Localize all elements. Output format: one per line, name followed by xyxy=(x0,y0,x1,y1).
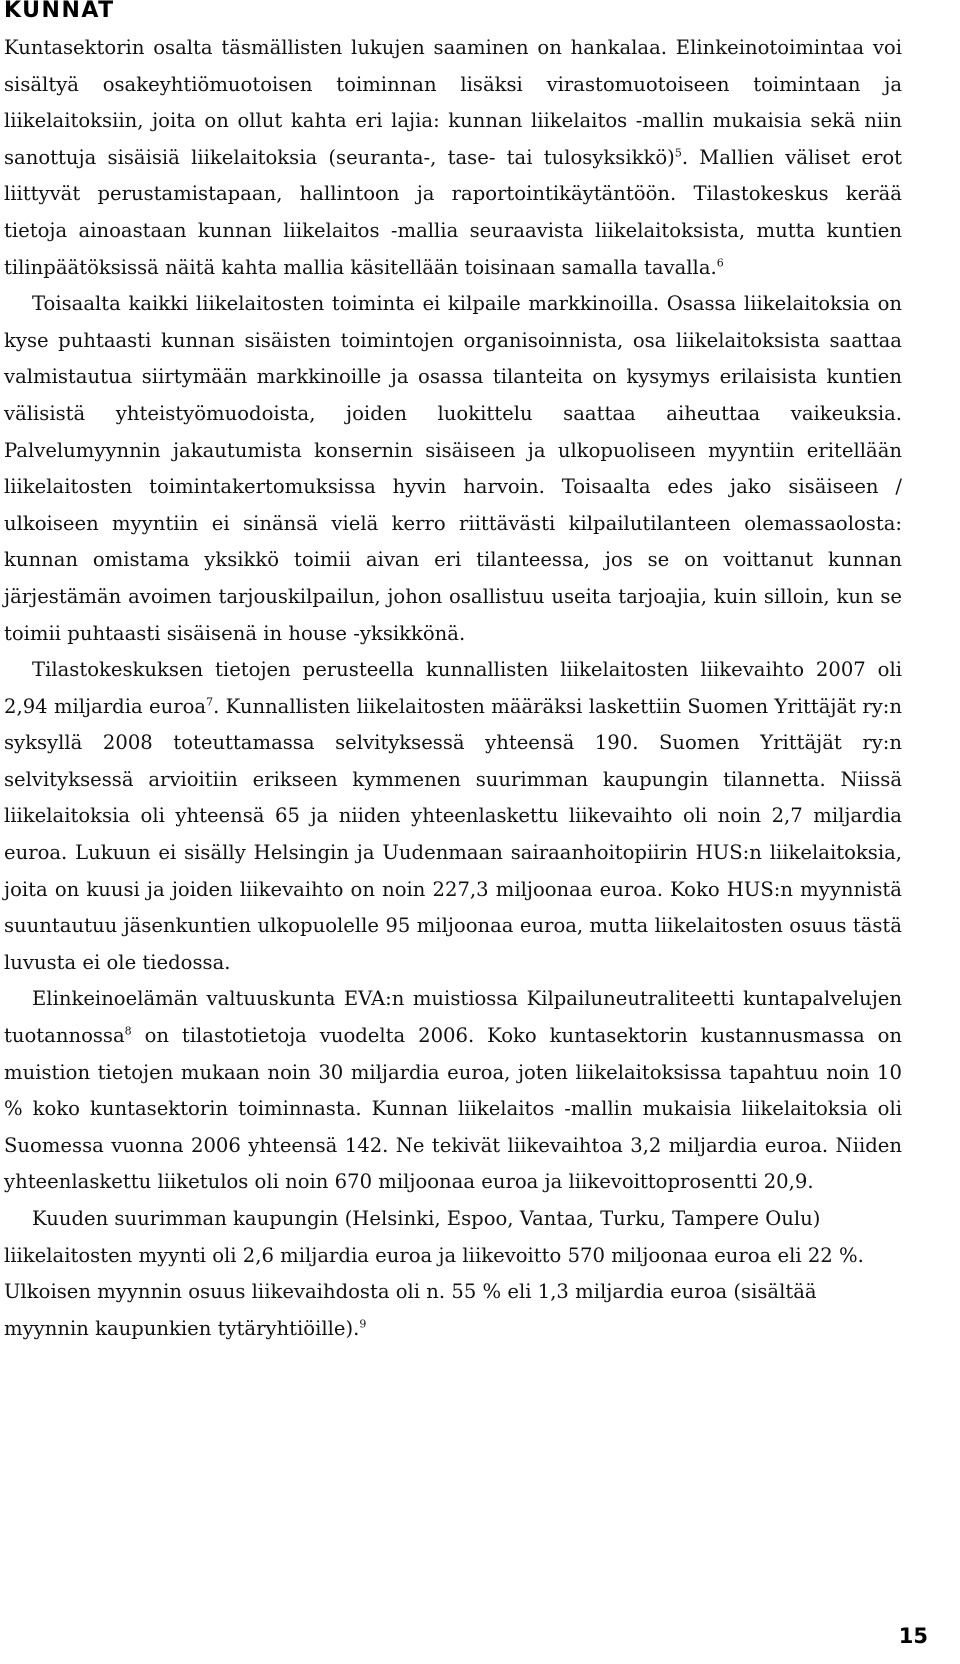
paragraph-5-text: Kuuden suurimman kaupungin (Helsinki, Espoo, Vantaa, Turku, Tampere Oulu) liikelaitosten myynti oli 2,6 miljardia euroa ja liikevoitto 570 miljoonaa euroa eli 22 %. Ulkoisen myynnin osuus liikevaihdosta oli n. 55 % eli 1,3 miljardia euroa (sisältää myynnin kaupunkien tytäryhtiöille). xyxy=(4,1207,864,1340)
paragraph-5 xyxy=(4,1201,902,1347)
paragraph-3-text-a: Tilastokeskuksen tietojen perusteella kunnallisten liikelaitosten liikevaihto 2007 oli 2,94 miljardia euroa xyxy=(4,658,902,718)
footnote-ref-8[interactable]: 8 xyxy=(124,1024,132,1038)
footnote-ref-7[interactable]: 7 xyxy=(206,695,214,709)
paragraph-3-text-b: . Kunnallisten liikelaitosten määräksi laskettiin Suomen Yrittäjät ry:n syksyllä 2008 toteuttamassa selvityksessä yhteensä 190. Suomen Yrittäjät ry:n selvityksessä arvioitiin erikseen kymmenen suurimman kaupungin tilannetta. Niissä liikelaitoksia oli yhteensä 65 ja niiden yhteenlaskettu liikevaihto oli noin 2,7 miljardia euroa. Lukuun ei sisälly Helsingin ja Uudenmaan sairaanhoitopiirin HUS:n liikelaitoksia, joita on kuusi ja joiden liikevaihto on noin 227,3 miljoonaa euroa. Koko HUS:n myynnistä suuntautuu jäsenkuntien ulkopuolelle 95 miljoonaa euroa, mutta liikelaitosten osuus tästä luvusta ei ole tiedossa. xyxy=(4,694,902,974)
footnote-ref-9[interactable]: 9 xyxy=(359,1317,367,1331)
footnote-ref-6[interactable]: 6 xyxy=(716,256,724,270)
paragraph-1-text-b: . Mallien väliset erot liittyvät perustamistapaan, hallintoon ja raportointikäytäntöön. Tilastokeskus kerää tietoja ainoastaan kunnan liikelaitos -mallia seuraavista liikelaitoksista, mutta kuntien tilinpäätöksissä näitä kahta mallia käsitellään toisinaan samalla tavalla. xyxy=(4,145,902,279)
paragraph-4-text-b: on tilastotietoja vuodelta 2006. Koko kuntasektorin kustannusmassa on muistion tietojen mukaan noin 30 miljardia euroa, joten liikelaitoksissa tapahtuu noin 10 % koko kuntasektorin toiminnasta. Kunnan liikelaitos -mallin mukaisia liikelaitoksia oli Suomessa vuonna 2006 yhteensä 142. Ne tekivät liikevaihtoa 3,2 miljardia euroa. Niiden yhteenlaskettu liiketulos oli noin 670 miljoonaa euroa ja liikevoittoprosentti 20,9. xyxy=(4,1024,902,1194)
paragraph-1 xyxy=(4,30,902,286)
body-text xyxy=(4,30,902,1347)
paragraph-3 xyxy=(4,652,902,981)
paragraph-4 xyxy=(4,981,902,1201)
paragraph-1-text-a: Kuntasektorin osalta täsmällisten lukujen saaminen on hankalaa. Elinkeinotoimintaa voi sisältyä osakeyhtiömuotoisen toiminnan lisäksi virastomuotoiseen toimintaan ja liikelaitoksiin, joita on ollut kahta eri lajia: kunnan liikelaitos -mallin mukaisia sekä niin sanottuja sisäisiä liikelaitoksia (seuranta-, tase- tai tulosyksikkö) xyxy=(4,36,902,169)
paragraph-2 xyxy=(4,286,902,652)
paragraph-2-text: Toisaalta kaikki liikelaitosten toiminta ei kilpaile markkinoilla. Osassa liikelaitoksia on kyse puhtaasti kunnan sisäisten toimintojen organisoinnista, osa liikelaitoksista saattaa valmistautua siirtymään markkinoille ja osassa tilanteita on kysymys erilaisista kuntien välisistä yhteistyömuodoista, joiden luokittelu saattaa aiheuttaa vaikeuksia. Palvelumyynnin jakautumista konsernin sisäiseen ja ulkopuoliseen myyntiin eritellään liikelaitosten toimintakertomuksissa hyvin harvoin. Toisaalta edes jako sisäiseen / ulkoiseen myyntiin ei sinänsä vielä kerro riittävästi kilpailutilanteen olemassaolosta: kunnan omistama yksikkö toimii aivan eri tilanteessa, jos se on voittanut kunnan järjestämän avoimen tarjouskilpailun, johon osallistuu useita tarjoajia, kuin silloin, kun se toimii puhtaasti sisäisenä in house -yksikkönä. xyxy=(4,292,902,645)
paragraph-4-text-a: Elinkeinoelämän valtuuskunta EVA:n muistiossa Kilpailuneutraliteetti kuntapalvelujen tuotannossa xyxy=(4,987,902,1048)
page-number: 15 xyxy=(898,1624,928,1648)
footnote-ref-5[interactable]: 5 xyxy=(674,146,682,160)
section-heading: KUNNAT xyxy=(4,0,115,23)
